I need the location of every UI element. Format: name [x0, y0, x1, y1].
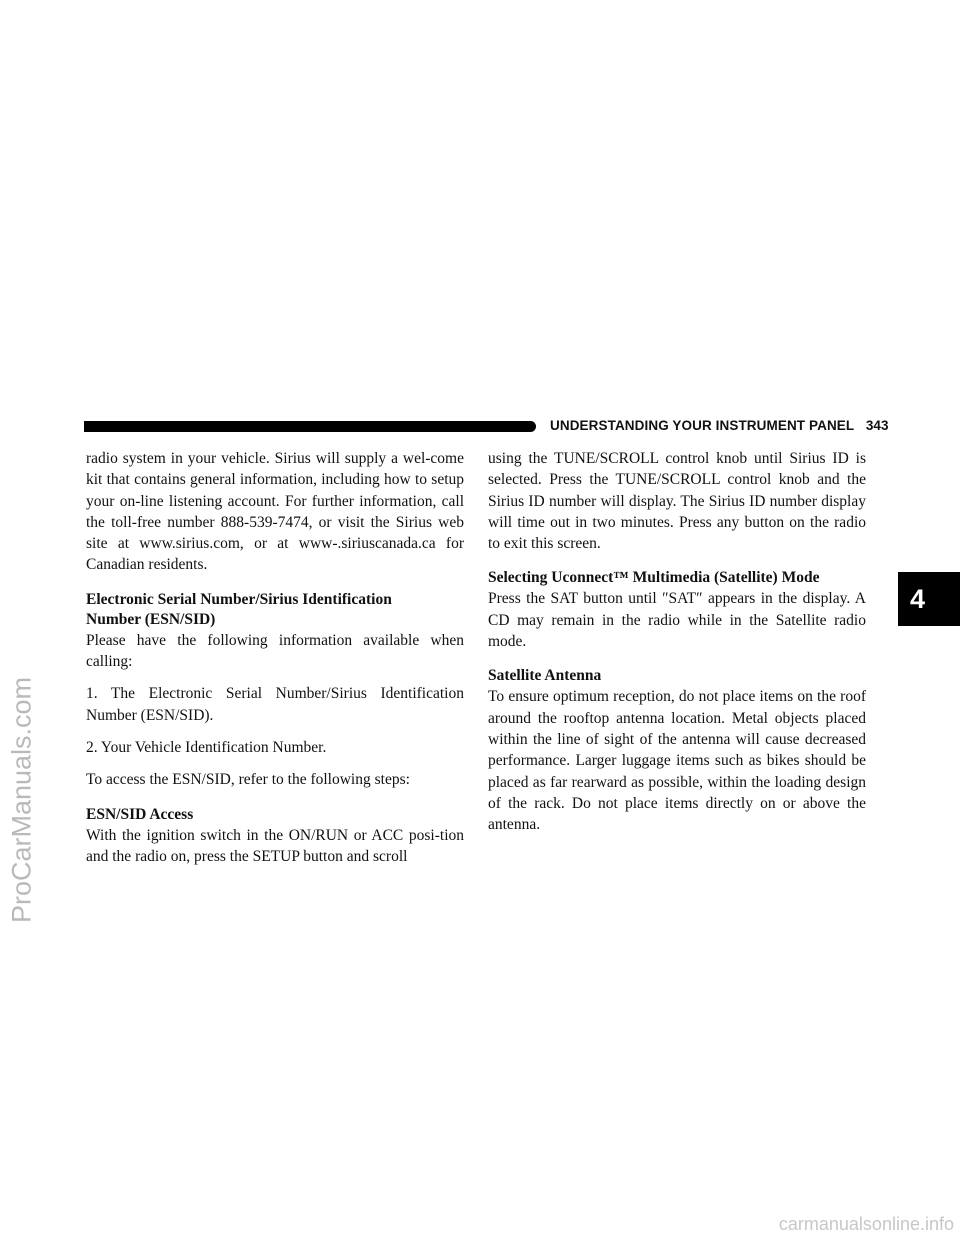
list-item-vin: 2. Your Vehicle Identification Number. — [86, 738, 327, 756]
access-heading: ESN/SID Access — [86, 805, 194, 823]
bottom-watermark: carmanualsonline.info — [778, 1214, 954, 1234]
esn-heading-line2: Number (ESN/SID) — [86, 610, 216, 628]
chapter-tab: 4 — [898, 572, 960, 626]
list-item-esn: 1. The Electronic Serial Number/Sirius Identification Number (ESN/SID). — [86, 685, 464, 724]
section-title: UNDERSTANDING YOUR INSTRUMENT PANEL — [550, 418, 855, 433]
steps-intro: To access the ESN/SID, refer to the following steps: — [86, 771, 410, 789]
header-rule — [84, 421, 536, 432]
esn-heading-line1: Electronic Serial Number/Sirius Identification — [86, 590, 392, 608]
page-number: 343 — [865, 418, 889, 433]
antenna-paragraph: To ensure optimum reception, do not place items on the roof around the rooftop antenna location. Metal objects placed within the line of sight of the antenna will cause decreased performance. Larger luggage items such as bikes should be placed as far rearward as possible, within the loading design of the rack. Do not place items directly on or above the antenna. — [488, 688, 866, 834]
access-paragraph: With the ignition switch in the ON/RUN or ACC posi-tion and the radio on, press the SETUP button and scroll — [86, 826, 464, 865]
mode-heading: Selecting Uconnect™ Multimedia (Satellite) Mode — [488, 569, 820, 587]
left-column — [86, 448, 464, 867]
side-watermark — [0, 0, 44, 1242]
esn-heading — [86, 590, 464, 630]
right-column — [488, 448, 866, 835]
continued-paragraph: using the TUNE/SCROLL control knob until Sirius ID is selected. Press the TUNE/SCROLL control knob and the Sirius ID number will display. The Sirius ID number display will time out in two minutes. Press any button on the radio to exit this screen. — [488, 450, 866, 553]
side-watermark-text: ProCarManuals.com — [6, 676, 37, 924]
intro-paragraph: radio system in your vehicle. Sirius will supply a wel-come kit that contains general information, including how to setup your on-line listening account. For further information, call the toll-free number 888-539-7474, or visit the Sirius web site at www.sirius.com, or at www-.siriuscanada.ca for Canadian residents. — [86, 450, 464, 574]
esn-paragraph: Please have the following information available when calling: — [86, 631, 464, 671]
running-header — [550, 418, 889, 434]
mode-paragraph: Press the SAT button until ″SAT″ appears in the display. A CD may remain in the radio while in the Satellite radio mode. — [488, 590, 866, 651]
antenna-heading: Satellite Antenna — [488, 667, 602, 685]
